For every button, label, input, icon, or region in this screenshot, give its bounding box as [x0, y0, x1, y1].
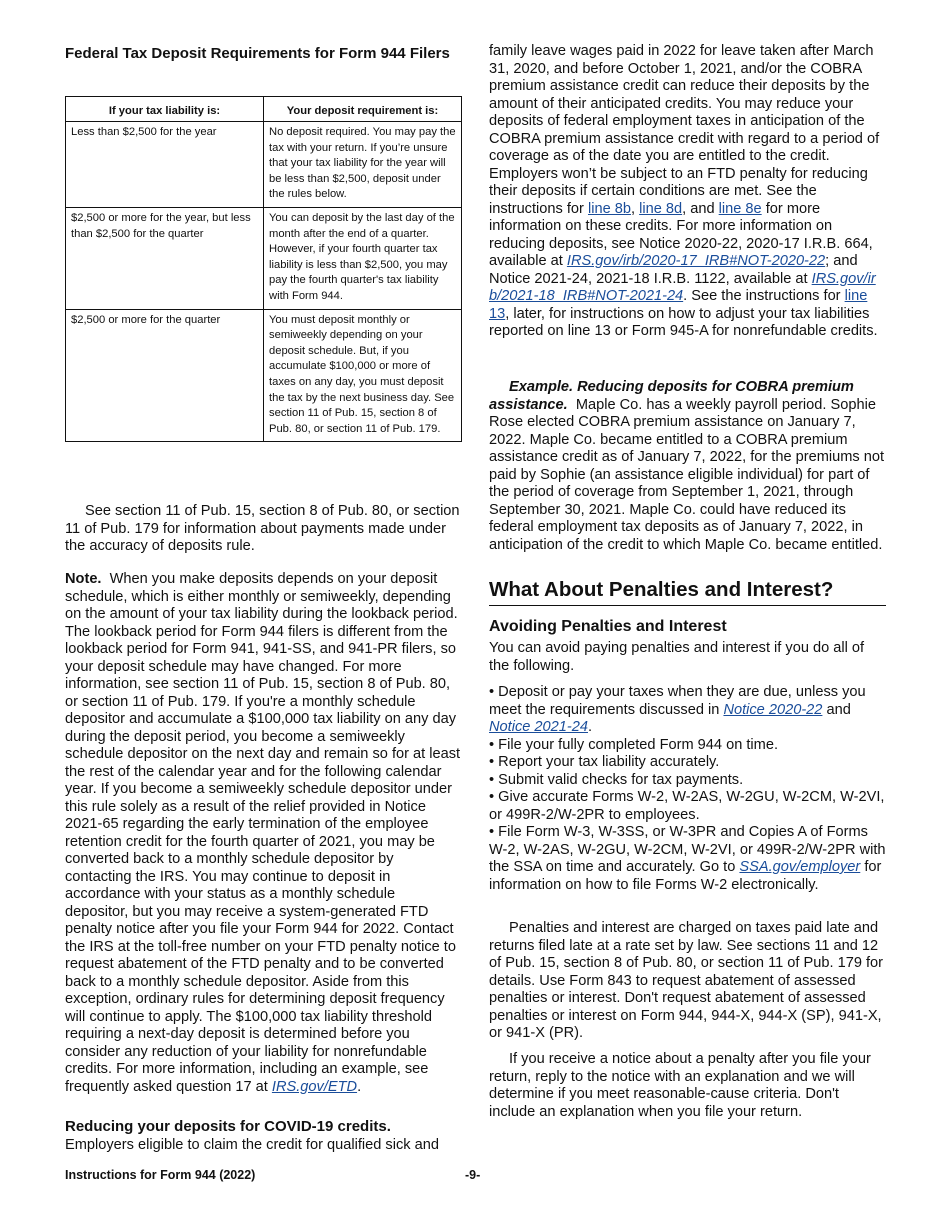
text-run: Submit valid checks for tax payments. [498, 771, 744, 788]
list-item [489, 737, 886, 755]
example-paragraph [489, 379, 886, 554]
covid-heading: Reducing your deposits for COVID-19 credits. [65, 1118, 391, 1135]
notice-2020-22-link[interactable]: Notice 2020-22 [723, 701, 823, 718]
table-row [66, 122, 462, 208]
deposit-requirements-table [65, 96, 462, 442]
see-section-paragraph: See section 11 of Pub. 15, section 8 of Pub. 80, or section 11 of Pub. 179 for information about payments made under the accuracy of deposits rule. [65, 503, 460, 554]
text-run: ; and Notice 2021-24, 2021-18 I.R.B. 1122, available at [489, 253, 858, 287]
text-run: Deposit or pay your taxes when they are due, unless you meet the requirements discussed in [489, 684, 866, 718]
list-item [489, 754, 886, 772]
text-run: File Form W-3, W-3SS, or W-3PR and Copies A of Forms W-2, W-2AS, W-2GU, W-2CM, W-2VI, or 499R-2/W-2PR with the SSA on time and accurately. Go to [489, 824, 886, 875]
text-run: Give accurate Forms W-2, W-2AS, W-2GU, W-2CM, W-2VI, or 499R-2/W-2PR to employees. [489, 789, 885, 823]
table-cell: No deposit required. You may pay the tax with your return. If you’re unsure that your tax liability for the year will be less than $2,500, deposit under the rules below. [264, 122, 462, 208]
text-run: and [826, 701, 851, 718]
footer-title: Instructions for Form 944 (2022) [65, 1168, 256, 1182]
example-text: Maple Co. has a weekly payroll period. Sophie Rose elected COBRA premium assistance on January 7, 2022. Maple Co. became entitled to a COBRA premium assistance credit as of January 7, 2022, for the premiums not paid by Sophie (an assistance eligible individual) for part of the period of coverage from September 1, 2021, through September 30, 2021. Maple Co. could have reduced its federal employment tax deposits as of January 7, 2022, in anticipation of the credit to which Maple Co. became entitled. [489, 396, 885, 553]
bullet-icon: • [489, 771, 495, 788]
table-title: Federal Tax Deposit Requirements for Form 944 Filers [65, 45, 450, 62]
list-item [489, 789, 886, 824]
table-row [66, 207, 462, 309]
notice-paragraph: If you receive a notice about a penalty after you file your return, reply to the notice with an explanation and we will determine if you meet reasonable-cause criteria. Don't include an explanation when you file your return. [489, 1051, 871, 1120]
covid-paragraph [65, 1118, 462, 1154]
notice-2021-24-link[interactable]: Notice 2021-24 [489, 719, 588, 735]
irb-2021-18-link[interactable]: IRS.gov/irb/2021-18_IRB#NOT-2021-24 [489, 270, 876, 304]
text-run: , later, for instructions on how to adjust your tax liabilities reported on line 13 or Form 945-A for nonrefundable credits. [489, 305, 878, 339]
text-run: for more information on these credits. For more information on reducing deposits, see Notice 2020-22, 2020-17 I.R.B. 664, available at [489, 200, 873, 269]
text-run: . See the instructions for [683, 288, 841, 304]
list-item [489, 824, 886, 894]
text-run: Report your tax liability accurately. [498, 754, 720, 770]
bullet-icon: • [489, 789, 495, 805]
bullet-icon: • [489, 684, 495, 700]
text-run: , [630, 200, 636, 217]
bullet-list [489, 684, 886, 894]
bullet-icon: • [489, 824, 495, 840]
table-row [66, 309, 462, 442]
penalties-paragraph: Penalties and interest are charged on taxes paid late and returns filed late at a rate set by law. See sections 11 and 12 of Pub. 15, section 8 of Pub. 80, or section 11 of Pub. 179 for details. Use Form 843 to request abatement of assessed penalties or interest. Don't request abatement of assessed penalties or interest on Form 944, 944-X, 944-X (SP), 941-X, or 941-X (PR). [489, 920, 884, 1041]
table-cell: You can deposit by the last day of the month after the end of a quarter. However, if your fourth quarter tax liability is less than $2,500, you may pay the fourth quarter's tax liability with Form 944. [264, 207, 462, 309]
note-text: When you make deposits depends on your deposit schedule, which is either monthly or semiweekly, depending on the amount of your tax liability during the lookback period. The lookback period for Form 944 filers is different from the lookback period for Form 941, 941-SS, and 941-PR filers, so your deposit schedule may have changed. For more information, see section 11 of Pub. 15, section 8 of Pub. 80, or section 11 of Pub. 179. If you're a monthly schedule depositor and accumulate a $100,000 tax liability on any day during the deposit period, you become a semiweekly schedule depositor on the next day and remain so for at least the rest of the calendar year and for the following calendar year. If you become a semiweekly schedule depositor under this rule solely as a result of the relief provided in Notice 2021-65 regarding the early termination of the employee retention credit for the fourth quarter of 2021, you may be converted back to a monthly schedule depositor by contacting the IRS. You may continue to deposit in accordance with your status as a monthly schedule depositor, but you may receive a system-generated FTD penalty notice after you file your Form 944 for 2022. Contact the IRS at the toll-free number on your FTD penalty notice to request abatement of the FTD penalty and to be converted back to a monthly schedule depositor. Aside from this exception, ordinary rules for determining deposit frequency will continue to apply. The $100,000 tax liability threshold requiring a next-day deposit is determined before you consider any reduction of your liability for nonrefundable credits. For more information, including an example, see frequently asked question 17 at [65, 571, 461, 1095]
table-cell: You must deposit monthly or semiweekly depending on your deposit schedule. But, if you accumulate $100,000 or more of taxes on any day, you must deposit the tax by the next business day. See section 11 of Pub. 15, section 8 of Pub. 80, or section 11 of Pub. 179. [264, 309, 462, 442]
table-cell: $2,500 or more for the year, but less than $2,500 for the quarter [66, 207, 264, 309]
line-8e-link[interactable]: line 8e [718, 200, 762, 217]
table-cell: $2,500 or more for the quarter [66, 309, 264, 442]
table-cell: Less than $2,500 for the year [66, 122, 264, 208]
text-run: for information on how to file Forms W-2 electronically. [489, 859, 882, 893]
section-heading: What About Penalties and Interest? [489, 578, 834, 601]
note-end: . [357, 1078, 362, 1095]
line-8b-link[interactable]: line 8b [587, 200, 631, 217]
sub-heading: Avoiding Penalties and Interest [489, 618, 727, 635]
covid-text: Employers eligible to claim the credit for qualified sick and [65, 1136, 439, 1153]
table-header: If your tax liability is: [66, 97, 264, 122]
table-header: Your deposit requirement is: [264, 97, 462, 122]
note-label: Note. [65, 571, 102, 587]
covid-continued-paragraph [489, 43, 886, 341]
list-item [489, 684, 886, 737]
line-8d-link[interactable]: line 8d [639, 200, 683, 217]
note-paragraph [65, 571, 462, 1096]
section-divider [489, 605, 886, 606]
irb-2020-17-link[interactable]: IRS.gov/irb/2020-17_IRB#NOT-2020-22 [566, 253, 826, 269]
irs-etd-link[interactable]: IRS.gov/ETD [271, 1078, 358, 1095]
text-run: , and [682, 200, 715, 217]
page-number: -9- [465, 1168, 481, 1182]
line-13-link[interactable]: line 13 [489, 288, 868, 322]
ssa-employer-link[interactable]: SSA.gov/employer [739, 859, 861, 875]
example-label: Example. Reducing deposits for COBRA premium assistance. [489, 379, 854, 413]
list-item [489, 772, 886, 790]
text-run: family leave wages paid in 2022 for leave taken after March 31, 2020, and before October 1, 2021, and/or the COBRA premium assistance credit can reduce their deposits by the amount of their anticipated credits. You may reduce your deposits of federal employment taxes in anticipation of the COBRA premium assistance credit with regard to a period of coverage as of the date you are entitled to the credit. Employers won’t be subject to an FTD penalty for reducing their deposits if certain conditions are met. See the instructions for [489, 43, 880, 217]
text-run: File your fully completed Form 944 on time. [498, 736, 778, 753]
text-run: . [587, 719, 593, 735]
bullet-icon: • [489, 736, 495, 753]
table-header-row [66, 97, 462, 122]
bullet-icon: • [489, 754, 495, 770]
avoid-intro: You can avoid paying penalties and interest if you do all of the following. [489, 640, 865, 674]
